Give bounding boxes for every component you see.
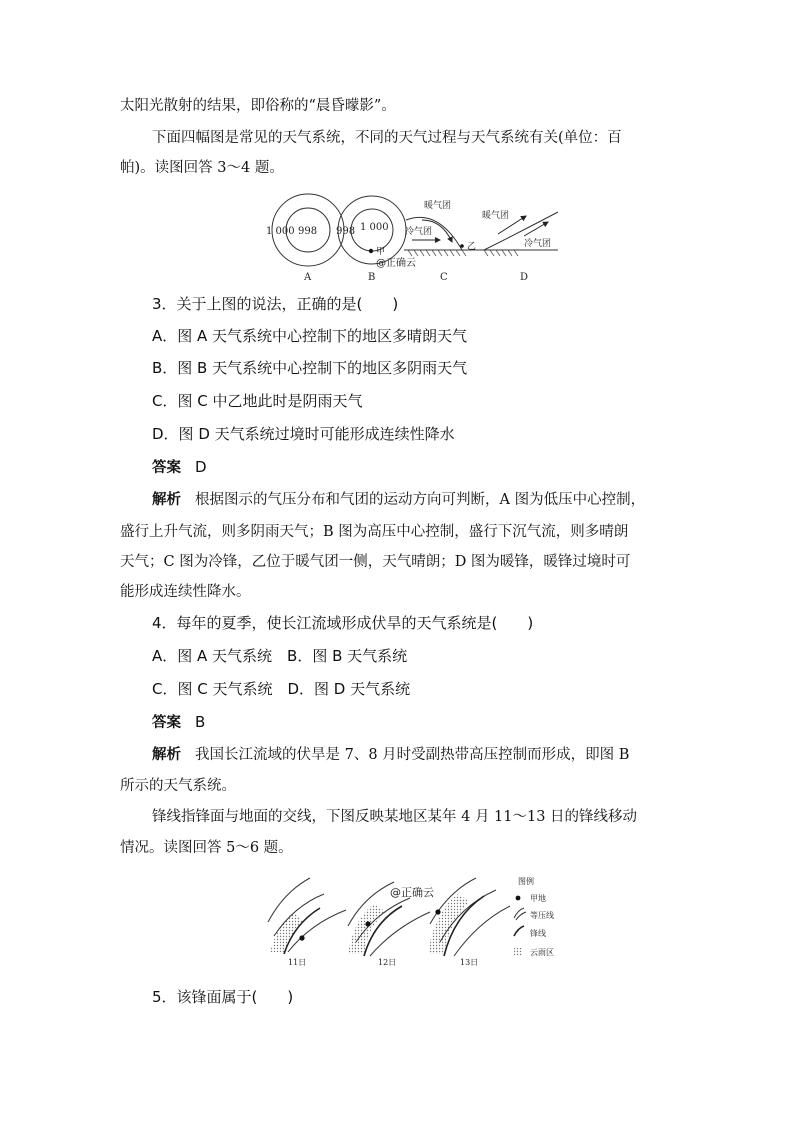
legend-cloud-icon — [514, 948, 522, 956]
label-998-b: 998 — [336, 226, 356, 237]
legend-title: 图例 — [518, 877, 534, 886]
label-day-13: 13日 — [460, 958, 479, 967]
q3-analysis-line2: 盛行上升气流，则多阴雨天气；B 图为高压中心控制，盛行下沉气流，则多晴朗 — [120, 524, 629, 540]
weather-systems-figure — [262, 192, 562, 284]
q3-analysis-line3: 天气；C 图为冷锋，乙位于暖气团一侧，天气晴朗；D 图为暖锋，暖锋过境时可 — [120, 554, 631, 570]
q3-answer-label: 答案 — [152, 460, 181, 476]
q4-analysis-label: 解析 — [152, 747, 181, 763]
front-movement-figure — [264, 872, 574, 968]
q4-options-row1: A．图 A 天气系统 B．图 B 天气系统 — [152, 647, 408, 665]
watermark-2: @正确云 — [390, 886, 434, 899]
q3-answer-value: D — [195, 458, 207, 476]
q4-analysis-line1 — [152, 745, 629, 765]
label-warm-d: 暖气团 — [482, 211, 510, 221]
passage2-line1: 锋线指锋面与地面的交线，下图反映某地区某年 4 月 11～13 日的锋线移动 — [152, 809, 638, 825]
label-jia: 甲 — [376, 247, 386, 257]
q4-analysis-text: 我国长江流域的伏旱是 7、8 月时受副热带高压控制而形成，即图 B — [195, 747, 630, 763]
system-a — [266, 194, 344, 266]
q4-options-row2: C．图 C 天气系统 D．图 D 天气系统 — [152, 680, 411, 698]
q3-analysis-text: 根据图示的气压分布和气团的运动方向可判断，A 图为低压中心控制， — [195, 492, 646, 508]
q4-stem: 4．每年的夏季，使长江流域形成伏旱的天气系统是( ) — [152, 614, 534, 632]
label-cold-c: 冷气团 — [405, 227, 433, 237]
q4-answer — [152, 712, 205, 733]
q4-answer-label: 答案 — [152, 715, 181, 731]
watermark-1: @正确云 — [376, 258, 416, 269]
q3-option-b: B．图 B 天气系统中心控制下的地区多阴雨天气 — [152, 359, 468, 377]
legend-item-front: 锋线 — [530, 929, 546, 938]
q3-analysis-line4: 能形成连续性降水。 — [120, 584, 251, 600]
label-1000-b: 1 000 — [360, 222, 389, 233]
q3-analysis-line1 — [152, 490, 645, 510]
system-b — [336, 196, 416, 269]
label-c: C — [440, 272, 448, 283]
label-1000-a: 1 000 — [266, 226, 295, 237]
system-d — [482, 209, 558, 256]
q3-analysis-label: 解析 — [152, 492, 181, 508]
panel-day-13 — [428, 878, 510, 967]
label-a: A — [304, 272, 312, 283]
label-b: B — [368, 272, 376, 283]
label-day-12: 12日 — [378, 958, 397, 967]
system-c — [404, 199, 492, 256]
intro-tail: 太阳光散射的结果，即俗称的“晨昏曚影”。 — [120, 98, 396, 114]
legend-point-icon — [516, 896, 521, 901]
q3-option-a: A．图 A 天气系统中心控制下的地区多晴朗天气 — [152, 327, 468, 345]
legend-item-isobar: 等压线 — [530, 911, 554, 920]
q4-answer-value: B — [195, 713, 206, 731]
q5-stem: 5．该锋面属于( ) — [152, 988, 294, 1006]
q3-option-c: C．图 C 中乙地此时是阴雨天气 — [152, 392, 363, 410]
q4-analysis-line2: 所示的天气系统。 — [120, 778, 236, 794]
panel-day-11 — [268, 878, 346, 967]
panel-day-12 — [348, 882, 434, 967]
q3-option-d: D．图 D 天气系统过境时可能形成连续性降水 — [152, 425, 455, 443]
passage1-line1: 下面四幅图是常见的天气系统，不同的天气过程与天气系统有关(单位：百 — [152, 130, 622, 146]
label-warm-c: 暖气团 — [424, 201, 452, 211]
legend-item-cloud: 云雨区 — [530, 948, 554, 957]
figure-legend — [514, 876, 554, 957]
label-998-a: 998 — [298, 226, 318, 237]
label-yi: 乙 — [467, 242, 477, 252]
passage2-line2: 情况。读图回答 5～6 题。 — [120, 840, 293, 856]
q3-answer — [152, 457, 207, 478]
label-cold-d: 冷气团 — [524, 239, 552, 249]
label-d: D — [520, 272, 529, 283]
label-day-11: 11日 — [288, 958, 307, 967]
legend-front-icon — [514, 926, 524, 936]
passage1-line2: 帕)。读图回答 3～4 题。 — [120, 160, 284, 176]
legend-isobar-icon — [514, 908, 526, 920]
q3-stem: 3．关于上图的说法，正确的是( ) — [152, 295, 399, 313]
legend-item-jia: 甲地 — [530, 894, 546, 903]
